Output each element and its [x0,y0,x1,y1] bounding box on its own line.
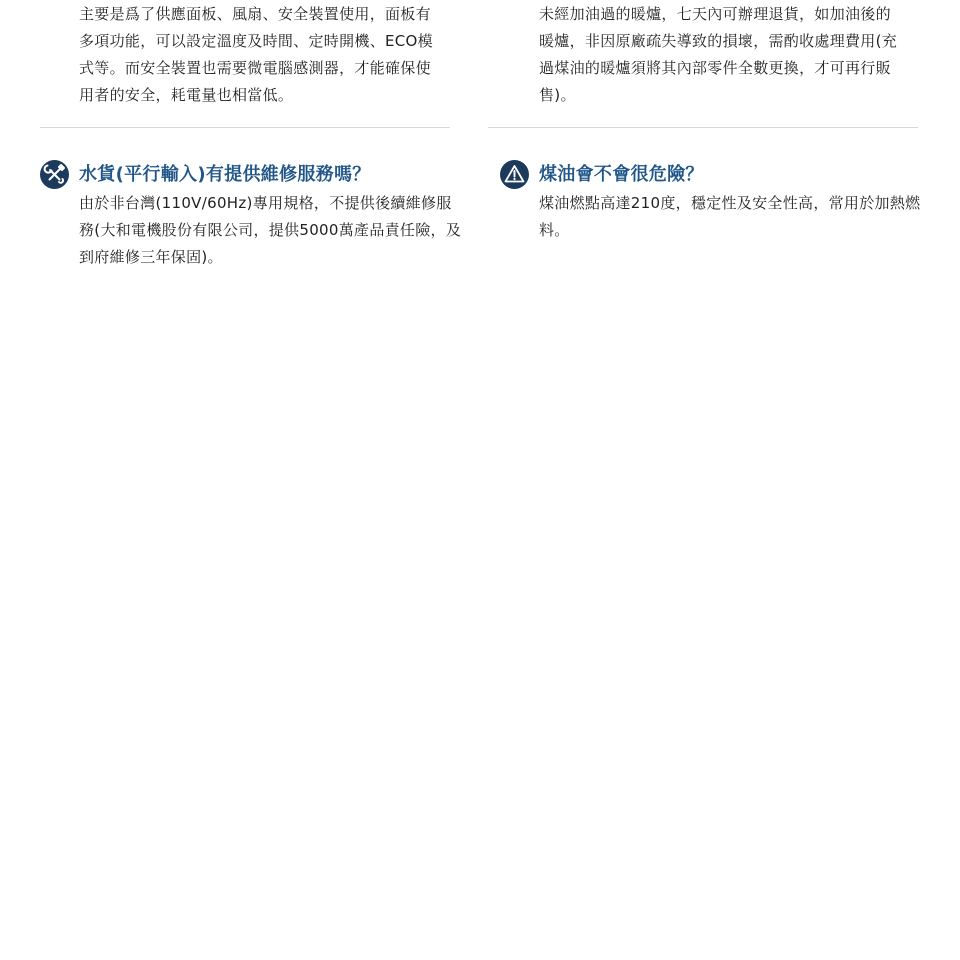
warning-triangle-icon [500,160,529,189]
divider [40,127,450,128]
faq-question: 煤油會不會很危險？ [539,164,704,185]
faq-question: 水貨(平行輸入)有提供維修服務嗎？ [79,164,371,185]
divider [488,127,918,128]
faq-answer: 煤油燃點高達210度，穩定性及安全性高，常用於加熱燃 料。 [539,194,921,239]
wrench-screwdriver-icon [40,160,69,189]
previous-answer-text: 未經加油過的暖爐，七天內可辦理退貨，如加油後的 暖爐，非因原廠疏失導致的損壞，需酌收處理費用(充 過煤油的暖爐須將其內部零件全數更換，才可再行販 售)。 [539,5,898,104]
previous-answer-text: 主要是爲了供應面板、風扇、安全裝置使用，面板有 多項功能，可以設定溫度及時間、定時開機、ECO模 式等。而安全裝置也需要微電腦感測器，才能確保使 用者的安全，耗電量也相當低。 [79,5,433,104]
faq-answer: 由於非台灣(110V/60Hz)專用規格，不提供後續維修服 務(大和電機股份有限公司，提供5000萬產品責任險，及 到府維修三年保固)。 [79,194,462,266]
